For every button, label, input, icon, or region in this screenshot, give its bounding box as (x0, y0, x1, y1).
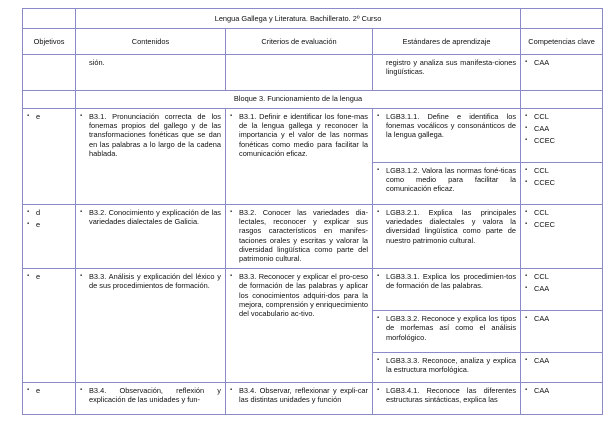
estandar-item: ▪ LGB3.1.2. Valora las normas foné-ticas como medio para facilitar la comunicación eficaz. (377, 166, 516, 194)
objetivo-item: ▪ e (27, 272, 71, 281)
competencia-list (525, 112, 598, 146)
estandar-item: ▪ LGB3.3.3. Reconoce, analiza y explica la estructura morfológica. (377, 356, 516, 374)
contenido-item: ▪ B3.2. Conocimiento y explicación de las variedades dialectales de Galicia. (80, 208, 221, 226)
criterio-list (230, 112, 368, 158)
objetivos-cell (23, 205, 76, 269)
criterio-item: ▪ B3.3. Reconocer y explicar el pro-ceso de formación de las palabras y aplicar los conocimientos adquiri-dos para la mejora, comprensión y enriquecimiento del vocabulario ac-tivo. (230, 272, 368, 318)
competencia-item: ▪ CCEC (525, 220, 598, 229)
competencia-list (525, 314, 598, 323)
criterio-cell (226, 383, 373, 415)
estandar-item: ▪ LGB3.3.2. Reconoce y explica los tipos de morfemas así como el análisis morfológico. (377, 314, 516, 342)
estandar-cell (373, 109, 521, 163)
header-competencias: Competencias clave (521, 29, 603, 55)
competencias-cell (521, 205, 603, 269)
objetivos-cell (23, 269, 76, 383)
competencia-item: ▪ CCL (525, 208, 598, 217)
header-contenidos: Contenidos (76, 29, 226, 55)
criterio-list (230, 272, 368, 318)
criterio-list (230, 386, 368, 404)
cont-contenidos: sión. (76, 55, 226, 91)
competencias-cell (521, 383, 603, 415)
objetivo-item: ▪ d (27, 208, 71, 217)
estandar-cell (373, 383, 521, 415)
contenido-list (80, 112, 221, 158)
cont-objetivos (23, 55, 76, 91)
competencias-cell (521, 163, 603, 205)
objetivo-list (27, 386, 71, 395)
estandar-list (377, 208, 516, 245)
block-blank-cell-right (521, 91, 603, 109)
block-title: Bloque 3. Funcionamiento de la lengua (76, 91, 521, 109)
estandar-cell (373, 205, 521, 269)
objetivo-list (27, 272, 71, 281)
competencia-list (525, 208, 598, 229)
competencia-list (525, 386, 598, 395)
objetivo-item: ▪ e (27, 220, 71, 229)
estandar-cell (373, 163, 521, 205)
estandar-list (377, 356, 516, 374)
header-criterios: Criterios de evaluación (226, 29, 373, 55)
header-objetivos: Objetivos (23, 29, 76, 55)
competencia-item: ▪ CCEC (525, 136, 598, 145)
title-blank-cell (521, 9, 603, 29)
objetivos-cell (23, 109, 76, 205)
contenido-cell (76, 205, 226, 269)
objetivos-cell (23, 383, 76, 415)
estandar-list (377, 272, 516, 290)
contenido-item: ▪ B3.4. Observación, reflexión y explicación de las unidades y fun- (80, 386, 221, 404)
curriculum-table (22, 8, 603, 415)
cont-competencias (521, 55, 603, 91)
estandar-cell (373, 311, 521, 353)
corner-cell (23, 9, 76, 29)
competencia-item: ▪ CAA (525, 124, 598, 133)
competencias-cell (521, 353, 603, 383)
objetivo-list (27, 112, 71, 121)
continuation-competencias (525, 58, 598, 67)
cont-criterios (226, 55, 373, 91)
table-body (23, 109, 603, 415)
competencia-list (525, 166, 598, 187)
competencias-cell (521, 109, 603, 163)
competencia-item: ▪ CAA (525, 58, 598, 67)
objetivo-item: ▪ e (27, 112, 71, 121)
estandar-list (377, 112, 516, 140)
header-estandares: Estándares de aprendizaje (373, 29, 521, 55)
competencia-item: ▪ CAA (525, 386, 598, 395)
criterio-item: ▪ B3.1. Definir e identificar los fone-mas de la lengua gallega y reconocer la importancia y el valor de las normas fonéticas como medio para facilitar la comunicación eficaz. (230, 112, 368, 158)
competencias-cell (521, 311, 603, 353)
criterio-cell (226, 269, 373, 383)
competencia-item: ▪ CCL (525, 112, 598, 121)
criterio-item: ▪ B3.2. Conocer las variedades dia-lectales, reconocer y explicar sus rasgos característicos en manifes-taciones orales y escritas y valorar la diversidad lingüística como parte del patrimonio cultural. (230, 208, 368, 263)
block-blank-cell (23, 91, 76, 109)
competencia-list (525, 356, 598, 365)
contenido-cell (76, 269, 226, 383)
estandar-cell (373, 353, 521, 383)
contenido-item: ▪ B3.3. Análisis y explicación del léxico y de sus procedimientos de formación. (80, 272, 221, 290)
estandar-list (377, 166, 516, 194)
estandar-list (377, 386, 516, 404)
competencias-cell (521, 269, 603, 311)
contenido-cell (76, 383, 226, 415)
competencia-item: ▪ CAA (525, 284, 598, 293)
continuation-row (23, 55, 603, 91)
competencia-item: ▪ CCL (525, 272, 598, 281)
competencia-item: ▪ CAA (525, 356, 598, 365)
cont-estandares: registro y analiza sus manifesta-ciones lingüísticas. (373, 55, 521, 91)
criterio-item: ▪ B3.4. Observar, reflexionar y expli-car las distintas unidades y función (230, 386, 368, 404)
contenido-cell (76, 109, 226, 205)
contenido-list (80, 272, 221, 290)
competencia-item: ▪ CCL (525, 166, 598, 175)
estandar-item: ▪ LGB3.4.1. Reconoce las diferentes estructuras sintácticas, explica las (377, 386, 516, 404)
contenido-item: ▪ B3.1. Pronunciación correcta de los fonemas propios del gallego y de las transformaciones fonéticas que se dan en las palabras a lo largo de la cadena hablada. (80, 112, 221, 158)
competencia-list (525, 272, 598, 293)
estandar-item: ▪ LGB3.1.1. Define e identifica los fonemas vocálicos y consonánticos de la lengua gallega. (377, 112, 516, 140)
objetivo-list (27, 208, 71, 229)
competencia-item: ▪ CCEC (525, 178, 598, 187)
criterio-cell (226, 109, 373, 205)
objetivo-item: ▪ e (27, 386, 71, 395)
estandar-list (377, 314, 516, 342)
table-row (23, 383, 603, 415)
estandar-item: ▪ LGB3.2.1. Explica las principales variedades dialectales y valora la diversidad lingüística como parte de nuestro patrimonio cultural. (377, 208, 516, 245)
competencia-item: ▪ CAA (525, 314, 598, 323)
table-row (23, 269, 603, 311)
contenido-list (80, 386, 221, 404)
criterio-cell (226, 205, 373, 269)
contenido-list (80, 208, 221, 226)
estandar-cell (373, 269, 521, 311)
estandar-item: ▪ LGB3.3.1. Explica los procedimien-tos de formación de las palabras. (377, 272, 516, 290)
table-row (23, 205, 603, 269)
criterio-list (230, 208, 368, 263)
table-row (23, 109, 603, 163)
table-title: Lengua Gallega y Literatura. Bachillerato. 2º Curso (76, 9, 521, 29)
